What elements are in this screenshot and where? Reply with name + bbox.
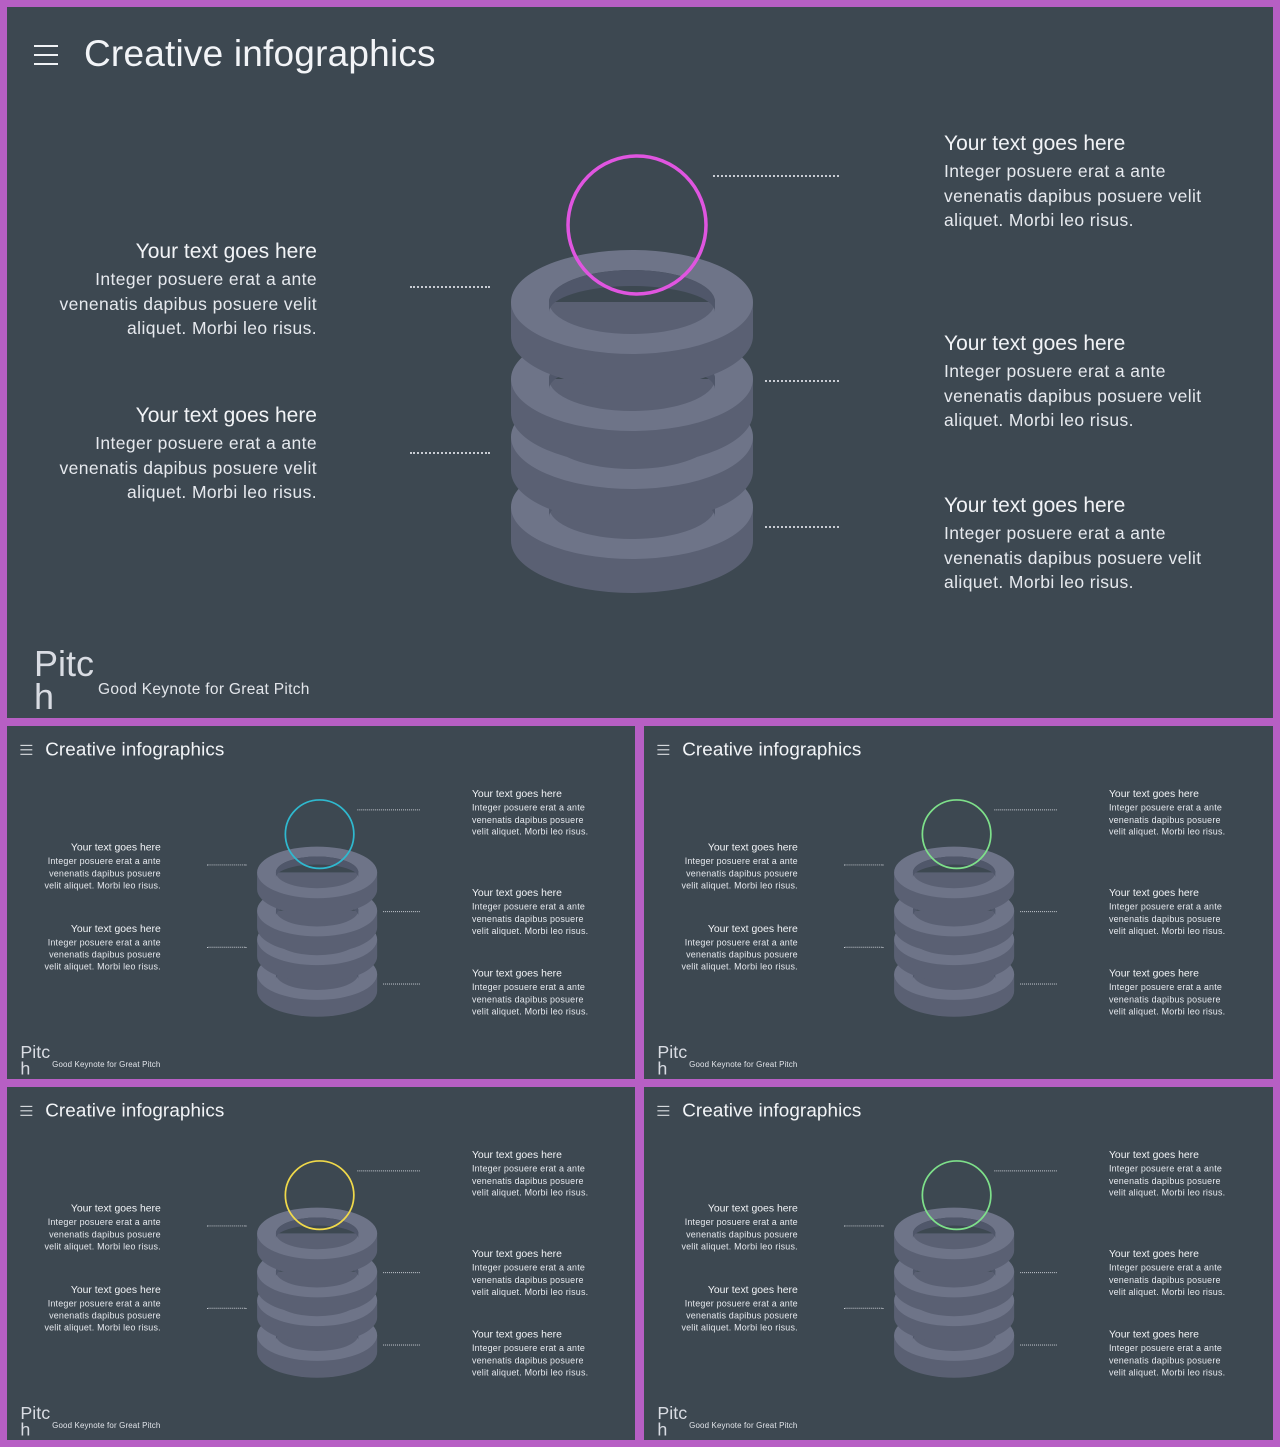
slide-title: Creative infographics bbox=[84, 33, 436, 74]
text-block-right-3 bbox=[1109, 966, 1238, 1017]
hamburger-menu-icon[interactable] bbox=[34, 45, 58, 65]
text-block-heading: Your text goes here bbox=[1108, 788, 1199, 800]
connector-line bbox=[1020, 1272, 1057, 1273]
hamburger-menu-icon[interactable] bbox=[657, 1106, 669, 1116]
ring-1 bbox=[511, 250, 753, 388]
connector-line bbox=[383, 1345, 420, 1346]
connector-line bbox=[383, 984, 420, 985]
text-block-body: Integer posuere erat a ante venenatis dapibus posuere velit aliquet. Morbi leo risus. bbox=[944, 523, 1202, 592]
text-block-heading: Your text goes here bbox=[471, 887, 562, 899]
connector-line bbox=[765, 526, 839, 528]
text-block-right-1 bbox=[1109, 1148, 1238, 1199]
hamburger-menu-icon[interactable] bbox=[20, 745, 32, 755]
text-block-body: Integer posuere erat a ante venenatis dapibus posuere velit aliquet. Morbi leo risus. bbox=[1108, 1163, 1226, 1198]
text-block-left-1 bbox=[57, 237, 317, 341]
text-block-right-2 bbox=[944, 329, 1204, 433]
slide-content bbox=[644, 726, 1272, 1079]
connector-line bbox=[383, 1272, 420, 1273]
pitch-logo: Pitc h bbox=[657, 1402, 688, 1440]
text-block-heading: Your text goes here bbox=[1108, 1328, 1199, 1341]
text-block-right-2 bbox=[1109, 1247, 1238, 1298]
text-block-heading: Your text goes here bbox=[707, 922, 798, 935]
connector-line bbox=[383, 911, 420, 912]
text-block-body: Integer posuere erat a ante venenatis dapibus posuere velit aliquet. Morbi leo risus. bbox=[44, 937, 161, 972]
text-block-left-2 bbox=[57, 401, 317, 505]
text-block-right-1 bbox=[472, 1148, 601, 1199]
slide-title: Creative infographics bbox=[45, 738, 225, 760]
text-block-right-2 bbox=[472, 1247, 601, 1298]
connector-line bbox=[844, 947, 884, 948]
text-block-heading: Your text goes here bbox=[707, 841, 798, 854]
text-block-left-1 bbox=[669, 1201, 798, 1252]
connector-line bbox=[1020, 984, 1057, 985]
text-block-body: Integer posuere erat a ante venenatis dapibus posuere velit aliquet. Morbi leo risus. bbox=[471, 802, 589, 837]
brand-tagline: Good Keynote for Great Pitch bbox=[52, 1060, 161, 1069]
text-block-body: Integer posuere erat a ante venenatis dapibus posuere velit aliquet. Morbi leo risus. bbox=[944, 361, 1202, 430]
text-block-heading: Your text goes here bbox=[1108, 887, 1199, 899]
slide-content bbox=[7, 726, 635, 1079]
stacked-rings-graphic bbox=[250, 1152, 384, 1390]
slide-content bbox=[7, 7, 1273, 718]
pitch-logo: Pitc h bbox=[20, 1041, 51, 1079]
text-block-body: Integer posuere erat a ante venenatis dapibus posuere velit aliquet. Morbi leo risus. bbox=[681, 856, 798, 891]
text-block-left-2 bbox=[32, 922, 161, 973]
pitch-logo: Pitc h bbox=[20, 1402, 51, 1440]
slide-thumbnail-3[interactable] bbox=[7, 1087, 635, 1440]
text-block-heading: Your text goes here bbox=[70, 922, 161, 935]
text-block-left-2 bbox=[32, 1283, 161, 1334]
brand-tagline: Good Keynote for Great Pitch bbox=[689, 1060, 798, 1069]
brand-tagline: Good Keynote for Great Pitch bbox=[52, 1421, 161, 1430]
stacked-rings-graphic bbox=[887, 791, 1021, 1029]
slide-main[interactable] bbox=[7, 7, 1273, 718]
text-block-body: Integer posuere erat a ante venenatis dapibus posuere velit aliquet. Morbi leo risus. bbox=[1108, 982, 1226, 1017]
pitch-logo: Pitc h bbox=[657, 1041, 688, 1079]
text-block-heading: Your text goes here bbox=[70, 1283, 161, 1296]
stacked-rings-graphic bbox=[250, 791, 384, 1029]
text-block-body: Integer posuere erat a ante venenatis dapibus posuere velit aliquet. Morbi leo risus. bbox=[471, 901, 589, 936]
text-block-body: Integer posuere erat a ante venenatis dapibus posuere velit aliquet. Morbi leo risus. bbox=[1108, 802, 1226, 837]
text-block-left-1 bbox=[669, 840, 798, 891]
ring-1 bbox=[257, 847, 377, 915]
text-block-heading: Your text goes here bbox=[707, 1202, 798, 1215]
text-block-heading: Your text goes here bbox=[471, 967, 562, 980]
text-block-heading: Your text goes here bbox=[707, 1283, 798, 1296]
text-block-body: Integer posuere erat a ante venenatis dapibus posuere velit aliquet. Morbi leo risus. bbox=[471, 982, 589, 1017]
text-block-body: Integer posuere erat a ante venenatis dapibus posuere velit aliquet. Morbi leo risus. bbox=[681, 937, 798, 972]
text-block-heading: Your text goes here bbox=[944, 332, 1126, 355]
connector-line bbox=[1020, 911, 1057, 912]
text-block-body: Integer posuere erat a ante venenatis dapibus posuere velit aliquet. Morbi leo risus. bbox=[471, 1343, 589, 1378]
text-block-heading: Your text goes here bbox=[1108, 1248, 1199, 1260]
pitch-logo: Pitc h bbox=[34, 643, 95, 717]
text-block-body: Integer posuere erat a ante venenatis dapibus posuere velit aliquet. Morbi leo risus. bbox=[1108, 901, 1226, 936]
text-block-heading: Your text goes here bbox=[471, 1248, 562, 1260]
text-block-body: Integer posuere erat a ante venenatis dapibus posuere velit aliquet. Morbi leo risus. bbox=[44, 1217, 161, 1252]
text-block-body: Integer posuere erat a ante venenatis dapibus posuere velit aliquet. Morbi leo risus. bbox=[44, 1298, 161, 1333]
slide-thumbnail-4[interactable] bbox=[644, 1087, 1273, 1440]
text-block-body: Integer posuere erat a ante venenatis dapibus posuere velit aliquet. Morbi leo risus. bbox=[681, 1217, 798, 1252]
text-block-right-1 bbox=[472, 787, 601, 838]
text-block-heading: Your text goes here bbox=[944, 132, 1126, 155]
connector-line bbox=[207, 1225, 247, 1226]
text-block-heading: Your text goes here bbox=[135, 240, 317, 263]
ring-1 bbox=[257, 1208, 377, 1276]
text-block-heading: Your text goes here bbox=[1108, 1149, 1199, 1161]
slide-title: Creative infographics bbox=[45, 1099, 225, 1121]
connector-line bbox=[765, 380, 839, 382]
text-block-body: Integer posuere erat a ante venenatis dapibus posuere velit aliquet. Morbi leo risus. bbox=[1108, 1262, 1226, 1297]
connector-line bbox=[844, 1225, 884, 1226]
connector-line bbox=[844, 864, 884, 865]
text-block-body: Integer posuere erat a ante venenatis dapibus posuere velit aliquet. Morbi leo risus. bbox=[471, 1163, 589, 1198]
text-block-heading: Your text goes here bbox=[944, 494, 1126, 517]
stacked-rings-graphic bbox=[497, 137, 767, 617]
slide-thumbnail-2[interactable] bbox=[644, 726, 1273, 1079]
text-block-body: Integer posuere erat a ante venenatis dapibus posuere velit aliquet. Morbi leo risus. bbox=[44, 856, 161, 891]
text-block-right-1 bbox=[1109, 787, 1238, 838]
text-block-heading: Your text goes here bbox=[1108, 967, 1199, 980]
text-block-right-3 bbox=[944, 491, 1204, 595]
text-block-left-1 bbox=[32, 840, 161, 891]
hamburger-menu-icon[interactable] bbox=[657, 745, 669, 755]
text-block-body: Integer posuere erat a ante venenatis dapibus posuere velit aliquet. Morbi leo risus. bbox=[944, 161, 1202, 230]
text-block-right-3 bbox=[1109, 1327, 1238, 1378]
brand-tagline: Good Keynote for Great Pitch bbox=[98, 681, 310, 698]
hamburger-menu-icon[interactable] bbox=[20, 1106, 32, 1116]
connector-line bbox=[410, 286, 490, 288]
text-block-heading: Your text goes here bbox=[471, 1328, 562, 1341]
slide-thumbnail-1[interactable] bbox=[7, 726, 635, 1079]
connector-line bbox=[1020, 1345, 1057, 1346]
connector-line bbox=[207, 947, 247, 948]
text-block-heading: Your text goes here bbox=[471, 1149, 562, 1161]
slide-content bbox=[644, 1087, 1272, 1440]
text-block-right-3 bbox=[472, 1327, 601, 1378]
text-block-heading: Your text goes here bbox=[70, 1202, 161, 1215]
connector-line bbox=[207, 864, 247, 865]
text-block-right-2 bbox=[472, 886, 601, 937]
connector-line bbox=[207, 1308, 247, 1309]
stacked-rings-graphic bbox=[887, 1152, 1021, 1390]
text-block-left-2 bbox=[669, 1283, 798, 1334]
brand-tagline: Good Keynote for Great Pitch bbox=[689, 1421, 798, 1430]
text-block-body: Integer posuere erat a ante venenatis dapibus posuere velit aliquet. Morbi leo risus. bbox=[59, 269, 317, 338]
text-block-body: Integer posuere erat a ante venenatis dapibus posuere velit aliquet. Morbi leo risus. bbox=[471, 1262, 589, 1297]
connector-line bbox=[844, 1308, 884, 1309]
text-block-right-2 bbox=[1109, 886, 1238, 937]
slide-title: Creative infographics bbox=[682, 738, 862, 760]
connector-line bbox=[410, 452, 490, 454]
text-block-left-2 bbox=[669, 922, 798, 973]
text-block-heading: Your text goes here bbox=[70, 841, 161, 854]
text-block-body: Integer posuere erat a ante venenatis dapibus posuere velit aliquet. Morbi leo risus. bbox=[681, 1298, 798, 1333]
text-block-heading: Your text goes here bbox=[135, 404, 317, 427]
text-block-left-1 bbox=[32, 1201, 161, 1252]
text-block-body: Integer posuere erat a ante venenatis dapibus posuere velit aliquet. Morbi leo risus. bbox=[1108, 1343, 1226, 1378]
text-block-right-1 bbox=[944, 129, 1204, 233]
ring-1 bbox=[894, 847, 1014, 915]
text-block-right-3 bbox=[472, 966, 601, 1017]
slide-title: Creative infographics bbox=[682, 1099, 862, 1121]
text-block-heading: Your text goes here bbox=[471, 788, 562, 800]
text-block-body: Integer posuere erat a ante venenatis dapibus posuere velit aliquet. Morbi leo risus. bbox=[59, 433, 317, 502]
slide-content bbox=[7, 1087, 635, 1440]
ring-1 bbox=[894, 1208, 1014, 1276]
